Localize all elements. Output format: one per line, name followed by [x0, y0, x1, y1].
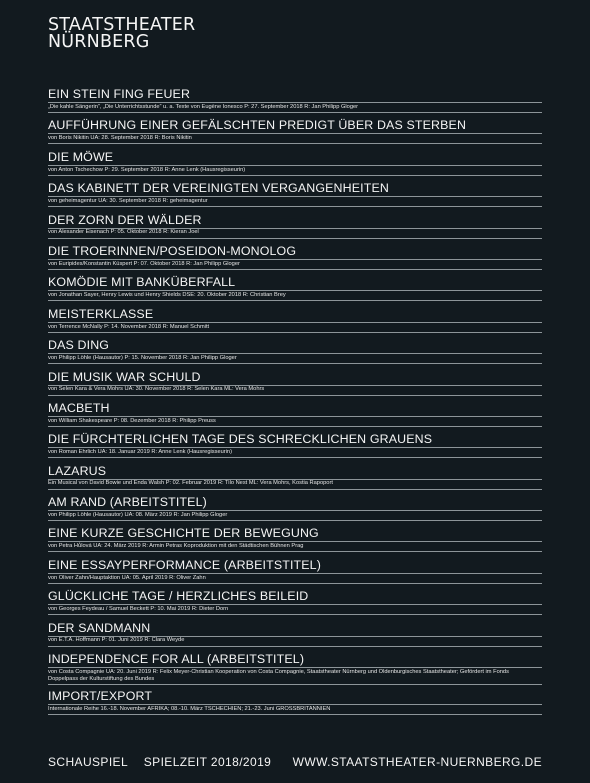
production-title: DIE MÖWE — [48, 149, 114, 164]
production-list — [48, 86, 542, 719]
footer — [48, 755, 542, 769]
production-title: DER SANDMANN — [48, 620, 151, 635]
divider-line — [48, 426, 542, 427]
production-credits: von Boris Nikitin UA: 28. September 2018 R: Boris Nikitin — [48, 135, 192, 142]
production-entry — [48, 369, 542, 400]
production-credits: von Roman Ehrlich UA: 18. Januar 2019 R: Anne Lenk (Hausregisseurin) — [48, 449, 232, 456]
production-title: DAS DING — [48, 338, 110, 353]
divider-line — [48, 112, 542, 113]
divider-line — [48, 457, 542, 458]
production-entry — [48, 431, 542, 462]
production-entry — [48, 86, 542, 117]
production-credits: von geheimagentur UA: 30. September 2018 R: geheimagentur — [48, 197, 208, 204]
divider-line — [48, 143, 542, 144]
divider-line — [48, 206, 542, 207]
production-title: INDEPENDENCE FOR ALL (ARBEITSTITEL) — [48, 652, 305, 667]
season-label: SPIELZEIT 2018/2019 — [143, 755, 272, 769]
section-label: SCHAUSPIEL — [48, 755, 129, 769]
production-entry — [48, 306, 542, 337]
divider-line — [48, 684, 542, 685]
divider-line — [48, 489, 542, 490]
production-title: DIE FÜRCHTERLICHEN TAGE DES SCHRECKLICHEN GRAUENS — [48, 432, 433, 447]
production-entry — [48, 588, 542, 619]
production-credits: von Oliver Zahn/Hauptaktion UA: 05. April 2019 R: Oliver Zahn — [48, 574, 206, 581]
divider-line — [48, 583, 542, 584]
production-entry — [48, 149, 542, 180]
production-credits: Ein Musical von David Bowie und Enda Walsh P: 02. Februar 2019 R: Tilo Nest ML: Vera Mohrs, Kostia Rapoport — [48, 480, 333, 487]
logo-line-2: NÜRNBERG — [48, 32, 150, 52]
divider-line — [48, 269, 542, 270]
production-credits: von Euripides/Konstantin Küspert P: 07. Oktober 2018 R: Jan Philipp Gloger — [48, 260, 240, 267]
production-title: EINE KURZE GESCHICHTE DER BEWEGUNG — [48, 526, 319, 541]
production-title: LAZARUS — [48, 463, 107, 478]
production-credits: von Petra Hůlová UA: 24. März 2019 R: Armin Petras Koproduktion mit den Städtischen Bühnen Prag — [48, 543, 304, 550]
production-credits: von Jonathan Sayer, Henry Lewis und Henry Shields DSE: 20. Oktober 2018 R: Christian Brey — [48, 292, 286, 299]
production-title: IMPORT/EXPORT — [48, 689, 153, 704]
production-credits: von Philipp Löhle (Hausautor) UA: 08. März 2019 R: Jan Philipp Gloger — [48, 511, 228, 518]
production-title: DAS KABINETT DER VEREINIGTEN VERGANGENHEITEN — [48, 181, 389, 196]
divider-line — [48, 238, 542, 239]
production-entry — [48, 494, 542, 525]
production-title: AM RAND (ARBEITSTITEL) — [48, 495, 207, 510]
production-entry — [48, 463, 542, 494]
footer-left — [48, 755, 283, 769]
divider-line — [48, 714, 542, 715]
production-title: DIE MUSIK WAR SCHULD — [48, 369, 201, 384]
production-title: GLÜCKLICHE TAGE / HERZLICHES BEILEID — [48, 589, 309, 604]
production-entry — [48, 117, 542, 148]
production-title: DER ZORN DER WÄLDER — [48, 212, 202, 227]
production-title: EINE ESSAYPERFORMANCE (ARBEITSTITEL) — [48, 557, 321, 572]
production-title: AUFFÜHRUNG EINER GEFÄLSCHTEN PREDIGT ÜBER DAS STERBEN — [48, 118, 467, 133]
theater-logo — [48, 17, 195, 51]
production-entry — [48, 212, 542, 243]
production-entry — [48, 337, 542, 368]
production-entry — [48, 400, 542, 431]
production-entry — [48, 274, 542, 305]
website-url: WWW.STAATSTHEATER-NUERNBERG.DE — [292, 755, 542, 769]
production-credits: von Georges Feydeau / Samuel Beckett P: 10. Mai 2019 R: Dieter Dorn — [48, 606, 229, 613]
production-entry — [48, 525, 542, 556]
production-entry — [48, 688, 542, 719]
production-credits: von Anton Tschechow P: 29. September 2018 R: Anne Lenk (Hausregisseurin) — [48, 166, 246, 173]
production-entry — [48, 651, 542, 688]
divider-line — [48, 520, 542, 521]
production-credits: von Alexander Eisenach P: 05. Oktober 2018 R: Kieran Joel — [48, 229, 199, 236]
production-title: MACBETH — [48, 400, 110, 415]
divider-line — [48, 646, 542, 647]
production-title: KOMÖDIE MIT BANKÜBERFALL — [48, 275, 236, 290]
production-credits: „Die kahle Sängerin“, „Die Unterrichtsstunde“ u. a. Texte von Eugène Ionesco P: 27. September 2018 R: Jan Philipp Gloger — [48, 103, 359, 110]
production-title: EIN STEIN FING FEUER — [48, 87, 191, 101]
divider-line — [48, 332, 542, 333]
divider-line — [48, 395, 542, 396]
production-entry — [48, 620, 542, 651]
production-title: MEISTERKLASSE — [48, 306, 154, 321]
production-credits: von Selen Kara & Vera Mohrs UA: 30. November 2018 R: Selen Kara ML: Vera Mohrs — [48, 386, 265, 393]
divider-line — [48, 300, 542, 301]
production-credits: von Costa Compagnie UA: 20. Juni 2019 R: Felix Meyer-Christian Kooperation von Costa Compagnie, Staatstheater Nürnberg und Oldenburgisches Staatstheater; Gefördert im Fonds Doppelpass der Kulturstiftung des Bundes — [48, 668, 509, 683]
logo-line-1: STAATSTHEATER — [48, 15, 196, 35]
production-entry — [48, 243, 542, 274]
production-credits: von E.T.A. Hoffmann P: 01. Juni 2019 R: Clara Weyde — [48, 637, 185, 644]
production-credits: von William Shakespeare P: 08. Dezember 2018 R: Philipp Preuss — [48, 417, 216, 424]
divider-line — [48, 551, 542, 552]
production-entry — [48, 557, 542, 588]
divider-line — [48, 614, 542, 615]
production-credits: Internationale Reihe 16.-18. November AFRIKA; 08.-10. März TSCHECHIEN; 21.-23. Juni GROSSBRITANNIEN — [48, 705, 331, 712]
divider-line — [48, 175, 542, 176]
production-title: DIE TROERINNEN/POSEIDON-MONOLOG — [48, 243, 297, 258]
divider-line — [48, 363, 542, 364]
production-entry — [48, 180, 542, 211]
production-credits: von Terrence McNally P: 14. November 2018 R: Manuel Schmitt — [48, 323, 210, 330]
production-credits: von Philipp Löhle (Hausautor) P: 15. November 2018 R: Jan Philipp Gloger — [48, 354, 237, 361]
